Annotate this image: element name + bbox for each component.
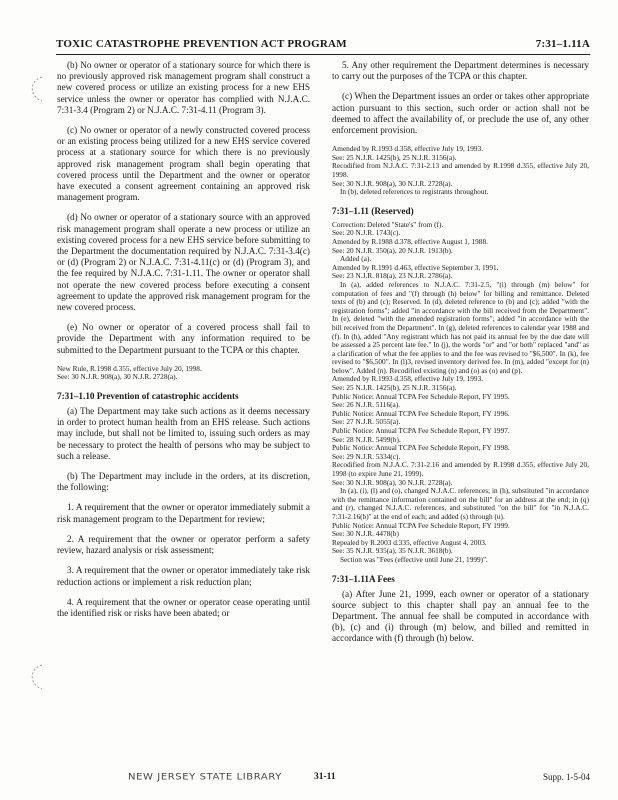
- history-note: [332, 221, 589, 565]
- history-line: See: 23 N.J.R. 818(a), 23 N.J.R. 2786(a).: [332, 271, 453, 281]
- history-line: Repealed by R.2003 d.335, effective August 4, 2003.: [332, 537, 487, 547]
- history-line: In (a), added references to N.J.A.C. 7:31-2.5, "(i) through (m) below" for computation of fees and "(f) through (h) below" for billing and remittance. Deleted texts of (b) and (c); Reserved. In (d), deleted reference to (b) and (c); added "with the registration forms"; added "in accordance with the bill received from the Department". In (e), deleted "with the amended registration forms"; added "in accordance with the bill received from the Department". In (g), deleted references to calendar year 1988 and (f). In (h), added "Any registrant which has not paid its annual fee by the due date will be assessed a 25 percent late fee." In (j), the words "or" and "or both" replaced "and" as a clarification of what the fee applies to and the fee was revised to "$6,500". In (k), fee revised to "$6,500". In (l)3, revised inventory derived fee. In (m), added "except for (n) below". Added (n). Recodified existing (n) and (o) as (o) and (p).: [332, 279, 589, 375]
- paragraph: (c) When the Department issues an order or takes other appropriate action pursuant to this section, such order or action shall not be deemed to affect the availability of, or preclude the use of, any other enforcement provision.: [332, 91, 589, 136]
- history-line: Recodified from N.J.A.C. 7:31-2.13 and amended by R.1998 d.355, effective July 20, 1998.: [332, 161, 589, 179]
- history-line: Amended by R.1991 d.463, effective September 3, 1991.: [332, 262, 499, 272]
- history-line: Section was "Fees (effective until June 21, 1999)".: [340, 554, 488, 564]
- history-line: Public Notice: Annual TCPA Fee Schedule Report, FY 1996.: [332, 408, 510, 418]
- history-line: See: 35 N.J.R. 935(a), 35 N.J.R. 3618(b).: [332, 546, 453, 556]
- history-line: See: 30 N.J.R. 908(a), 30 N.J.R. 2728(a).: [57, 372, 178, 382]
- history-line: See: 30 N.J.R. 908(a), 30 N.J.R. 2728(a).: [332, 477, 453, 487]
- binding-hole-mark: [22, 662, 48, 692]
- history-line: See: 27 N.J.R. 5055(a).: [332, 417, 401, 427]
- section-heading: 7:31–1.11A Fees: [332, 573, 395, 584]
- paragraph: (a) After June 21, 1999, each owner or operator of a stationary source subject to this chapter shall pay an annual fee to the Department. The annual fee shall be computed in accordance with (b), (c) and (i) through (m) below, and billed and remitted in accordance with (f) through (h) below.: [332, 588, 589, 644]
- paragraph: (a) The Department may take such actions as it deems necessary in order to protect human health from an EHS release. Such actions may include, but shall not be limited to, issuing such orders as may be necessary to protect the health of persons who may be subject to such a release.: [57, 406, 310, 461]
- list-item: 5. Any other requirement the Department determines is necessary to carry out the purposes of the TCPA or this chapter.: [332, 60, 589, 82]
- history-line: See: 26 N.J.R. 5116(a).: [332, 400, 401, 410]
- list-item: 2. A requirement that the owner or operator perform a safety review, hazard analysis or risk assessment;: [57, 533, 310, 556]
- history-line: Correction: Deleted "State's" from (f).: [332, 219, 444, 229]
- paragraph: (e) No owner or operator of a covered process shall fail to provide the Department with any information required to be submitted to the Department pursuant to the TCPA or this chapter.: [57, 322, 310, 355]
- history-line: Amended by R.1988 d.378, effective August 1, 1988.: [332, 236, 488, 246]
- history-line: Added (a).: [340, 254, 372, 264]
- history-line: See: 30 N.J.R. 908(a), 30 N.J.R. 2728(a).: [332, 178, 453, 188]
- paragraph: (b) The Department may include in the orders, at its discretion, the following:: [57, 471, 310, 493]
- page-number: 31-11: [314, 772, 336, 782]
- paragraph: (b) No owner or operator of a stationary source for which there is no previously approved risk management program shall construct a new covered process or utilize an existing process for a new EHS service unless the owner or operator has complied with N.J.A.C. 7:31-3.4 (Program 2) or N.J.A.C. 7:31-4.11 (Program 3).: [57, 60, 310, 115]
- running-header: [56, 36, 590, 55]
- history-line: New Rule, R.1998 d.355, effective July 20, 1998.: [57, 363, 202, 373]
- binding-hole-mark: [22, 74, 48, 104]
- history-line: Public Notice: Annual TCPA Fee Schedule Report, FY 1999.: [332, 520, 510, 530]
- history-line: Public Notice: Annual TCPA Fee Schedule Report, FY 1997.: [332, 426, 510, 436]
- right-column: [332, 60, 589, 654]
- history-line: See: 25 N.J.R. 1425(b), 25 N.J.R. 3156(a).: [332, 383, 457, 393]
- history-line: Public Notice: Annual TCPA Fee Schedule Report, FY 1998.: [332, 443, 510, 453]
- history-line: Public Notice: Annual TCPA Fee Schedule Report, FY 1995.: [332, 391, 510, 401]
- header-section: 7:31–1.11A: [535, 38, 590, 50]
- history-note: [57, 365, 310, 382]
- library-stamp: NEW JERSEY STATE LIBRARY: [128, 772, 282, 783]
- history-line: Amended by R.1993 d.358, effective July 19, 1993.: [332, 144, 484, 154]
- page-footer: [56, 772, 590, 786]
- supplement-date: Supp. 1-5-04: [543, 772, 590, 782]
- section-heading: 7:31–1.11 (Reserved): [332, 205, 414, 216]
- history-line: See: 20 N.J.R. 350(a), 20 N.J.R. 1913(b).: [332, 245, 453, 255]
- history-line: See: 25 N.J.R. 1425(b), 25 N.J.R. 3156(a).: [332, 152, 457, 162]
- history-line: See: 29 N.J.R. 5334(c).: [332, 451, 401, 461]
- history-line: Recodified from N.J.A.C. 7:31-2.16 and amended by R.1998 d.355, effective July 20, 1998 (to expire June 21, 1999).: [332, 460, 589, 478]
- left-column: [57, 60, 310, 628]
- header-title: TOXIC CATASTROPHE PREVENTION ACT PROGRAM: [56, 38, 347, 50]
- history-line: See: 20 N.J.R. 1743(c).: [332, 228, 401, 238]
- paragraph: (c) No owner or operator of a newly constructed covered process or an existing process being utilized for a new EHS service covered process at a stationary source for which there is no previously approved risk management program shall begin operating that covered process until the Department and the owner or operator have executed a consent agreement containing an approved risk management program.: [57, 125, 310, 203]
- history-line: See: 30 N.J.R. 4478(b): [332, 529, 399, 539]
- section-heading: 7:31–1.10 Prevention of catastrophic accidents: [57, 391, 239, 402]
- history-line: Amended by R.1993 d.358, effective July 19, 1993.: [332, 374, 484, 384]
- list-item: 3. A requirement that the owner or operator immediately take risk reduction actions or implement a risk reduction plan;: [57, 565, 310, 587]
- list-item: 1. A requirement that the owner or operator immediately submit a risk management program to the Department for review;: [57, 502, 310, 524]
- history-line: See: 28 N.J.R. 5499(b).: [332, 434, 401, 444]
- paragraph: (d) No owner or operator of a stationary source with an approved risk management program shall operate a new process or utilize an existing covered process for a new EHS service before submitting to the Department the documentation required by N.J.A.C. 7:31-3.4(c) or (d) (Program 2) or N.J.A.C. 7:31-4.11(c) or (d) (Program 3), and the fee required by N.J.A.C. 7:31-1.11. The owner or operator shall not operate the new covered process before executing a consent agreement to update the approved risk management program for the new covered process.: [57, 212, 310, 313]
- history-line: In (b), deleted references to registrants throughout.: [340, 187, 489, 197]
- history-line: In (a), (i), (l) and (o), changed N.J.A.C. references; in (h), substituted "in accordance with the remittance information contained on the bill" for an address at the end; in (q) and (r), changed N.J.A.C. references, and substituted "on the bill" for "in N.J.A.C. 7:31-2.16(b)" at the end of each; and added (s) through (u).: [332, 486, 589, 521]
- history-note: [332, 145, 589, 197]
- list-item: 4. A requirement that the owner or operator cease operating until the identified risk or risks have been abated; or: [57, 596, 310, 618]
